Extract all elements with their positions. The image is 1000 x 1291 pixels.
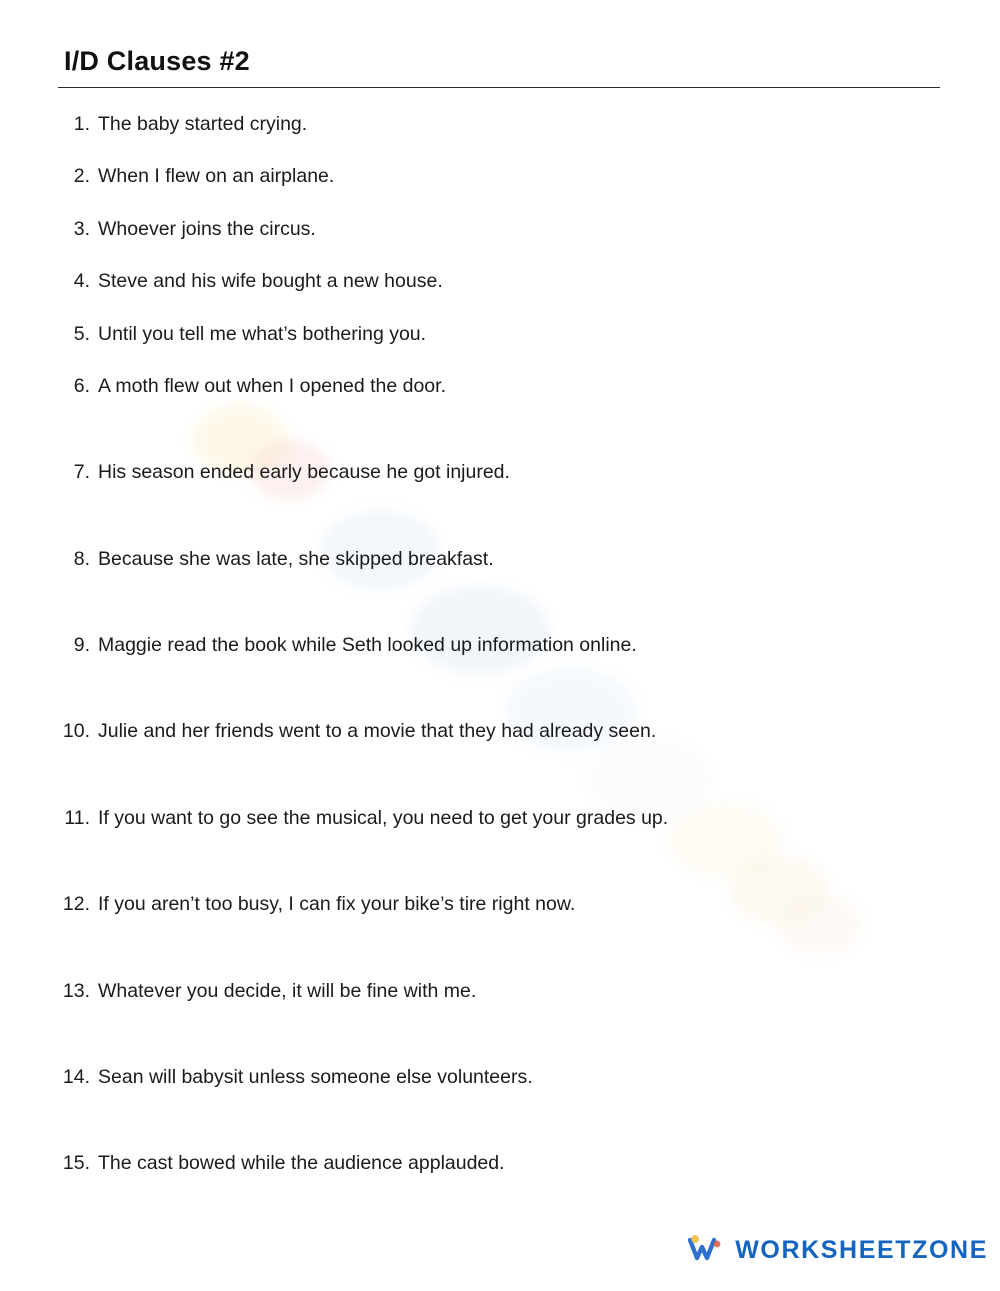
list-item-text: Julie and her friends went to a movie that they had already seen. [98,720,657,743]
page-title: I/D Clauses #2 [64,46,250,76]
list-item [58,164,940,188]
list-item-text: His season ended early because he got injured. [98,461,510,484]
list-item-number: 4. [73,270,90,293]
brand-name-part1: WORKSHEET [735,1235,913,1264]
list-item [58,719,940,743]
footer-branding [687,1231,988,1269]
list-item-number: 10. [62,720,90,743]
list-item-number: 15. [62,1152,90,1175]
list-item-number: 2. [73,165,90,188]
list-item [58,1151,940,1175]
brand-name-part2: ZONE [912,1235,988,1264]
list-item-text: If you want to go see the musical, you need to get your grades up. [98,806,669,829]
title-divider [58,87,940,88]
list-item-number: 14. [62,1065,90,1088]
list-item-text: When I flew on an airplane. [98,165,335,188]
list-item-text: A moth flew out when I opened the door. [98,374,446,397]
list-item-number: 6. [73,374,90,397]
list-item-number: 13. [62,979,90,1002]
list-item-number: 9. [73,634,90,656]
list-item-text: If you aren’t too busy, I can fix your bike’s tire right now. [98,893,576,916]
list-item-number: 3. [73,217,90,240]
list-item [58,892,940,916]
list-item-text: Steve and his wife bought a new house. [98,270,443,293]
list-item-text: The cast bowed while the audience applauded. [98,1152,505,1175]
list-item [58,322,940,346]
list-item-number: 5. [73,322,90,345]
list-item-text: Whatever you decide, it will be fine with me. [98,979,477,1002]
list-item [58,460,940,484]
list-item [58,633,940,657]
list-item-text: The baby started crying. [98,113,308,135]
list-item [58,269,940,293]
list-item-number: 12. [62,893,90,916]
list-item [58,547,940,571]
list-item-number: 11. [64,806,90,829]
list-item [58,217,940,241]
worksheet-content [58,46,940,1176]
list-item [58,374,940,398]
clause-list [58,112,940,1176]
brand-name [735,1236,988,1265]
list-item-text: Until you tell me what’s bothering you. [98,322,427,345]
list-item [58,112,940,136]
list-item [58,1065,940,1089]
worksheetzone-logo-icon [687,1231,725,1269]
list-item-text: Sean will babysit unless someone else volunteers. [98,1065,533,1088]
list-item [58,806,940,830]
list-item-number: 7. [73,461,90,484]
list-item-text: Maggie read the book while Seth looked up information online. [98,634,637,656]
list-item-text: Whoever joins the circus. [98,217,316,240]
list-item-text: Because she was late, she skipped breakfast. [98,547,494,570]
list-item-number: 8. [73,547,90,570]
list-item-number: 1. [73,113,90,135]
list-item [58,979,940,1003]
